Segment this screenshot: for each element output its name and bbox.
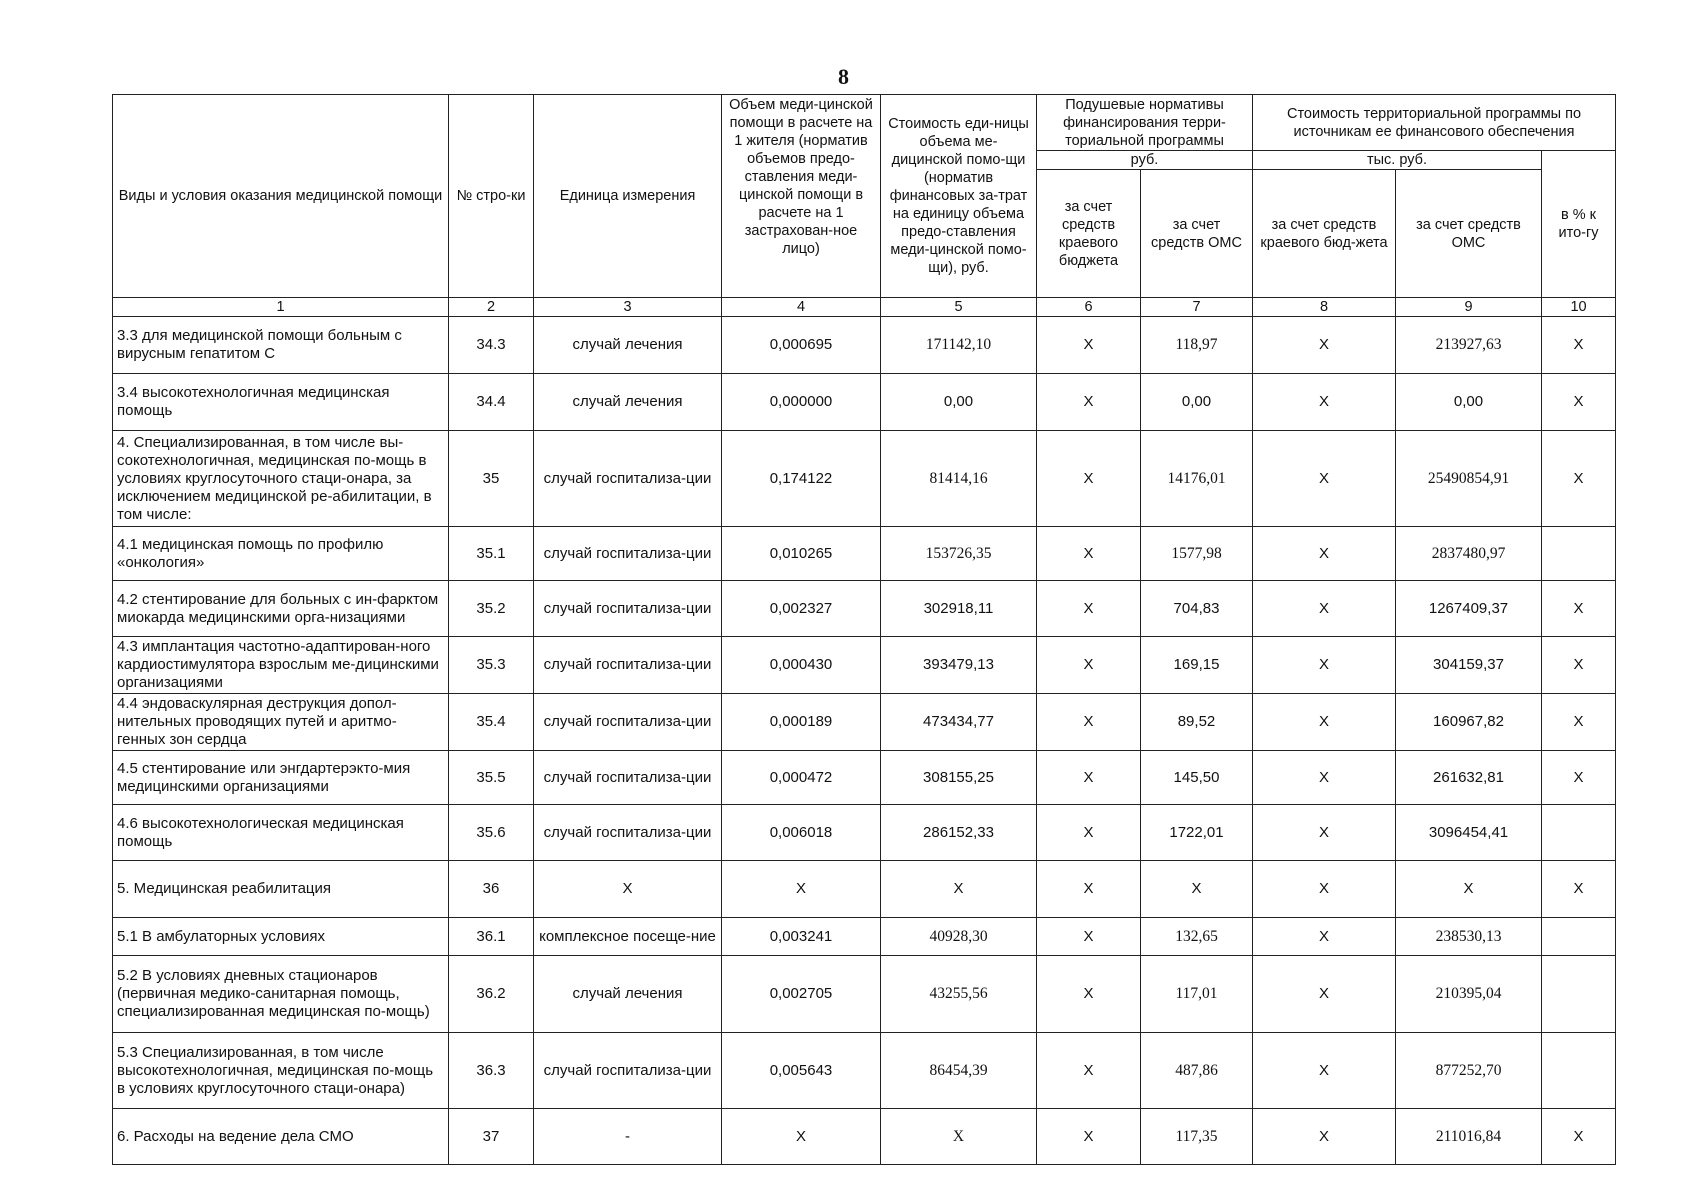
- row-line-number: 36.1: [449, 918, 534, 956]
- row-unit-cost: 393479,13: [881, 637, 1037, 694]
- row-percent: [1542, 1033, 1616, 1109]
- row-line-number: 34.4: [449, 374, 534, 431]
- row-unit-cost: 40928,30: [881, 918, 1037, 956]
- header-cost-unit: тыс. руб.: [1253, 151, 1542, 170]
- row-unit: случай госпитализа-ции: [534, 637, 722, 694]
- row-cost-oms: 0,00: [1396, 374, 1542, 431]
- row-cost-budget: X: [1253, 1109, 1396, 1165]
- row-cost-oms: 304159,37: [1396, 637, 1542, 694]
- table-row: [113, 805, 1616, 861]
- row-cost-oms: 160967,82: [1396, 694, 1542, 751]
- header-unit: Единица измерения: [534, 95, 722, 298]
- row-name: 4.4 эндоваскулярная деструкция допол-нительных проводящих путей и аритмо-генных зон сердца: [113, 694, 449, 751]
- row-volume: 0,000472: [722, 751, 881, 805]
- row-norm-oms: 117,01: [1141, 956, 1253, 1033]
- row-cost-budget: X: [1253, 751, 1396, 805]
- row-norm-budget: X: [1037, 861, 1141, 918]
- row-percent: X: [1542, 637, 1616, 694]
- row-cost-oms: 210395,04: [1396, 956, 1542, 1033]
- row-percent: X: [1542, 317, 1616, 374]
- row-cost-oms: 238530,13: [1396, 918, 1542, 956]
- row-unit-cost: 308155,25: [881, 751, 1037, 805]
- row-line-number: 35.5: [449, 751, 534, 805]
- row-line-number: 37: [449, 1109, 534, 1165]
- row-unit: X: [534, 861, 722, 918]
- row-unit-cost: X: [881, 1109, 1037, 1165]
- row-volume: 0,000695: [722, 317, 881, 374]
- header-norm-oms: за счет средств ОМС: [1141, 170, 1253, 298]
- row-name: 5.2 В условиях дневных стационаров (первичная медико-санитарная помощь, специализированная медицинская по-мощь): [113, 956, 449, 1033]
- row-unit: случай госпитализа-ции: [534, 1033, 722, 1109]
- column-number: 8: [1253, 298, 1396, 317]
- row-line-number: 34.3: [449, 317, 534, 374]
- row-norm-budget: X: [1037, 374, 1141, 431]
- row-volume: 0,000430: [722, 637, 881, 694]
- row-percent: X: [1542, 431, 1616, 527]
- column-number: 10: [1542, 298, 1616, 317]
- row-cost-oms: 2837480,97: [1396, 527, 1542, 581]
- row-volume: 0,006018: [722, 805, 881, 861]
- row-norm-budget: X: [1037, 805, 1141, 861]
- row-unit: случай госпитализа-ции: [534, 805, 722, 861]
- row-cost-oms: X: [1396, 861, 1542, 918]
- row-unit-cost: 43255,56: [881, 956, 1037, 1033]
- row-percent: [1542, 918, 1616, 956]
- table-row: [113, 637, 1616, 694]
- page-number: 8: [838, 64, 849, 89]
- row-name: 6. Расходы на ведение дела СМО: [113, 1109, 449, 1165]
- header-kind: Виды и условия оказания медицинской помощи: [113, 95, 449, 298]
- row-line-number: 35.2: [449, 581, 534, 637]
- row-norm-oms: 89,52: [1141, 694, 1253, 751]
- row-unit: -: [534, 1109, 722, 1165]
- row-cost-oms: 877252,70: [1396, 1033, 1542, 1109]
- table-row: [113, 1033, 1616, 1109]
- header-norm-budget: за счет средств краевого бюджета: [1037, 170, 1141, 298]
- table-row: [113, 527, 1616, 581]
- header-group-norms: Подушевые нормативы финансирования терри-ториальной программы: [1037, 95, 1253, 151]
- row-unit: случай госпитализа-ции: [534, 694, 722, 751]
- row-norm-budget: X: [1037, 637, 1141, 694]
- column-number: 9: [1396, 298, 1542, 317]
- row-volume: X: [722, 861, 881, 918]
- row-percent: [1542, 805, 1616, 861]
- row-norm-oms: 1577,98: [1141, 527, 1253, 581]
- row-unit: случай госпитализа-ции: [534, 527, 722, 581]
- row-cost-budget: X: [1253, 861, 1396, 918]
- row-name: 5.3 Специализированная, в том числе высокотехнологичная, медицинская по-мощь в условиях круглосуточного стаци-онара): [113, 1033, 449, 1109]
- row-norm-oms: 0,00: [1141, 374, 1253, 431]
- row-cost-budget: X: [1253, 805, 1396, 861]
- row-cost-budget: X: [1253, 956, 1396, 1033]
- column-number: 2: [449, 298, 534, 317]
- row-name: 3.4 высокотехнологичная медицинская помощь: [113, 374, 449, 431]
- row-norm-oms: X: [1141, 861, 1253, 918]
- row-norm-oms: 145,50: [1141, 751, 1253, 805]
- row-volume: 0,000000: [722, 374, 881, 431]
- header-volume: [722, 95, 881, 298]
- row-unit-cost: 473434,77: [881, 694, 1037, 751]
- row-cost-oms: 1267409,37: [1396, 581, 1542, 637]
- row-norm-oms: 132,65: [1141, 918, 1253, 956]
- row-norm-oms: 1722,01: [1141, 805, 1253, 861]
- row-volume: 0,005643: [722, 1033, 881, 1109]
- column-number: 7: [1141, 298, 1253, 317]
- row-cost-oms: 213927,63: [1396, 317, 1542, 374]
- row-name: 3.3 для медицинской помощи больным с вирусным гепатитом С: [113, 317, 449, 374]
- row-name: 4.5 стентирование или энгдартерэкто-мия медицинскими организациями: [113, 751, 449, 805]
- row-unit-cost: X: [881, 861, 1037, 918]
- row-volume: 0,010265: [722, 527, 881, 581]
- header-line-number: № стро-ки: [449, 95, 534, 298]
- row-percent: X: [1542, 581, 1616, 637]
- row-cost-oms: 3096454,41: [1396, 805, 1542, 861]
- row-line-number: 35.1: [449, 527, 534, 581]
- table-row: [113, 431, 1616, 527]
- row-line-number: 35.6: [449, 805, 534, 861]
- row-name: 4.1 медицинская помощь по профилю «онкология»: [113, 527, 449, 581]
- row-cost-budget: X: [1253, 581, 1396, 637]
- row-norm-budget: X: [1037, 1109, 1141, 1165]
- row-cost-budget: X: [1253, 637, 1396, 694]
- row-line-number: 36.2: [449, 956, 534, 1033]
- header-group-cost: Стоимость территориальной программы по источникам ее финансового обеспечения: [1253, 95, 1616, 151]
- row-name: 5. Медицинская реабилитация: [113, 861, 449, 918]
- row-cost-budget: X: [1253, 1033, 1396, 1109]
- header-percent: в % к ито-гу: [1542, 151, 1616, 298]
- column-number: 3: [534, 298, 722, 317]
- row-norm-budget: X: [1037, 751, 1141, 805]
- column-number: 1: [113, 298, 449, 317]
- row-unit: случай госпитализа-ции: [534, 581, 722, 637]
- row-percent: X: [1542, 374, 1616, 431]
- row-percent: X: [1542, 861, 1616, 918]
- row-unit: случай лечения: [534, 374, 722, 431]
- header-unit-cost: Стоимость еди-ницы объема ме-дицинской помо-щи (норматив финансовых за-трат на единицу объема предо-ставления меди-цинской помо-щи), руб.: [881, 95, 1037, 298]
- row-volume: 0,000189: [722, 694, 881, 751]
- row-unit: случай лечения: [534, 956, 722, 1033]
- row-percent: [1542, 956, 1616, 1033]
- row-cost-oms: 25490854,91: [1396, 431, 1542, 527]
- table-row: [113, 374, 1616, 431]
- row-cost-budget: X: [1253, 694, 1396, 751]
- row-norm-budget: X: [1037, 317, 1141, 374]
- row-norm-oms: 487,86: [1141, 1033, 1253, 1109]
- table-row: [113, 751, 1616, 805]
- row-cost-budget: X: [1253, 374, 1396, 431]
- row-norm-budget: X: [1037, 1033, 1141, 1109]
- row-norm-oms: 117,35: [1141, 1109, 1253, 1165]
- header-cost-budget: за счет средств краевого бюд-жета: [1253, 170, 1396, 298]
- row-percent: X: [1542, 751, 1616, 805]
- row-percent: [1542, 527, 1616, 581]
- table-row: [113, 861, 1616, 918]
- row-cost-oms: 261632,81: [1396, 751, 1542, 805]
- row-norm-oms: 169,15: [1141, 637, 1253, 694]
- row-name: 5.1 В амбулаторных условиях: [113, 918, 449, 956]
- table-row: [113, 1109, 1616, 1165]
- header-cost-oms: за счет средств ОМС: [1396, 170, 1542, 298]
- row-norm-budget: X: [1037, 694, 1141, 751]
- row-name: 4. Специализированная, в том числе вы-сокотехнологичная, медицинская по-мощь в условиях круглосуточного стаци-онара, за исключением медицинской ре-абилитации, в том числе:: [113, 431, 449, 527]
- table-row: [113, 918, 1616, 956]
- row-norm-budget: X: [1037, 956, 1141, 1033]
- row-volume: X: [722, 1109, 881, 1165]
- row-percent: X: [1542, 1109, 1616, 1165]
- row-unit-cost: 0,00: [881, 374, 1037, 431]
- row-percent: X: [1542, 694, 1616, 751]
- row-cost-budget: X: [1253, 918, 1396, 956]
- header-norms-unit: руб.: [1037, 151, 1253, 170]
- row-volume: 0,174122: [722, 431, 881, 527]
- row-name: 4.2 стентирование для больных с ин-фарктом миокарда медицинскими орга-низациями: [113, 581, 449, 637]
- row-norm-oms: 14176,01: [1141, 431, 1253, 527]
- row-cost-budget: X: [1253, 431, 1396, 527]
- row-unit-cost: 171142,10: [881, 317, 1037, 374]
- row-volume: 0,003241: [722, 918, 881, 956]
- row-unit: случай госпитализа-ции: [534, 431, 722, 527]
- table-row: [113, 581, 1616, 637]
- row-unit-cost: 81414,16: [881, 431, 1037, 527]
- table-row: [113, 694, 1616, 751]
- header-volume-text: Объем меди-цинской помощи в расчете на 1 жителя (норматив объемов предо-ставления меди-цинской помощи в расчете на 1 застрахован-ное лицо): [729, 97, 873, 257]
- row-unit: комплексное посеще-ние: [534, 918, 722, 956]
- row-line-number: 36.3: [449, 1033, 534, 1109]
- row-norm-oms: 118,97: [1141, 317, 1253, 374]
- row-line-number: 36: [449, 861, 534, 918]
- row-unit: случай лечения: [534, 317, 722, 374]
- column-number: 5: [881, 298, 1037, 317]
- column-number: 4: [722, 298, 881, 317]
- row-unit-cost: 86454,39: [881, 1033, 1037, 1109]
- row-line-number: 35.4: [449, 694, 534, 751]
- row-unit-cost: 286152,33: [881, 805, 1037, 861]
- row-unit-cost: 302918,11: [881, 581, 1037, 637]
- table-row: [113, 317, 1616, 374]
- row-cost-budget: X: [1253, 317, 1396, 374]
- row-norm-budget: X: [1037, 581, 1141, 637]
- column-number: 6: [1037, 298, 1141, 317]
- row-name: 4.3 имплантация частотно-адаптирован-ного кардиостимулятора взрослым ме-дицинскими организациями: [113, 637, 449, 694]
- row-norm-budget: X: [1037, 918, 1141, 956]
- row-norm-budget: X: [1037, 431, 1141, 527]
- row-cost-oms: 211016,84: [1396, 1109, 1542, 1165]
- row-unit-cost: 153726,35: [881, 527, 1037, 581]
- row-name: 4.6 высокотехнологическая медицинская помощь: [113, 805, 449, 861]
- row-norm-budget: X: [1037, 527, 1141, 581]
- row-norm-oms: 704,83: [1141, 581, 1253, 637]
- row-cost-budget: X: [1253, 527, 1396, 581]
- row-unit: случай госпитализа-ции: [534, 751, 722, 805]
- row-volume: 0,002705: [722, 956, 881, 1033]
- row-line-number: 35.3: [449, 637, 534, 694]
- row-volume: 0,002327: [722, 581, 881, 637]
- table-row: [113, 956, 1616, 1033]
- financing-table: [112, 94, 1616, 1165]
- row-line-number: 35: [449, 431, 534, 527]
